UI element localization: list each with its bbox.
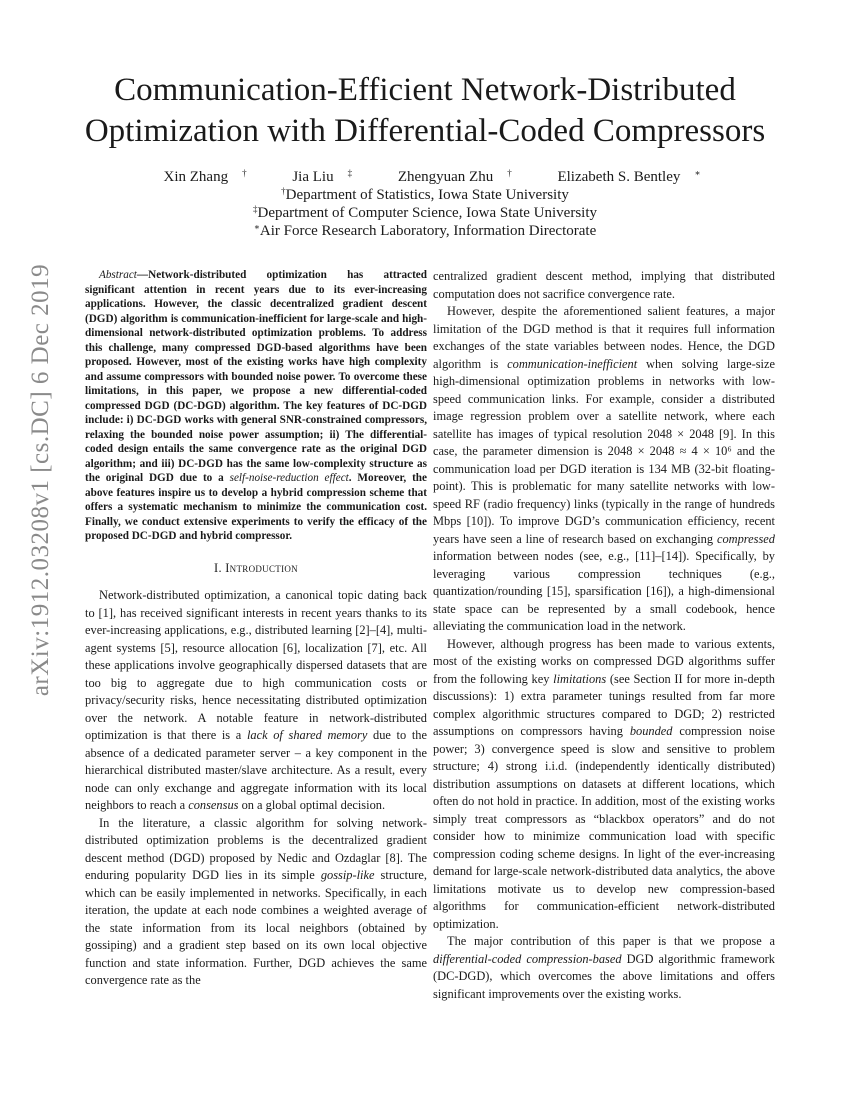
intro-paragraph-3: However, despite the aforementioned salient features, a major limitation of the DGD method is that it requires full information exchanges of the state variables between nodes. Hence, the DGD algorithm is communication-inefficient when solving large-size high-dimensional optimization problems in networks with low-speed communication links. For example, consider a distributed image regression problem over a satellite network, where each satellite has images of typical resolution 2048 × 2048 [9]. In this case, the parameter dimension is 2048 × 2048 ≈ 4 × 10⁶ and the communication load per DGD iteration is 134 MB (32-bit floating-point). This is problematic for many satellite networks with low-speed RF (radio frequency) links (typically in the range of hundreds Mbps [10]). To improve DGD’s communication efficiency, recent years have seen a line of research based on exchanging compressed information between nodes (see, e.g., [11]–[14]). Specifically, by leveraging various compression techniques (e.g., quantization/rounding [15], sparsification [16]), a high-dimensional state space can be represented by a small codebook, hence alleviating the communication load in the network. (433, 304, 775, 633)
right-column (433, 268, 775, 1003)
intro-paragraph-4: However, although progress has been made to various extents, most of the existing works on compressed DGD algorithms suffer from the following key limitations (see Section II for more in-depth discussions): 1) extra parameter tunings resulted from far more complex algorithmic structures compared to DGD; 2) restricted assumptions on compressors having bounded compression noise power; 3) convergence speed is slow and sensitive to problem structure; 4) strong i.i.d. (independently identically distributed) distribution assumptions on datasets at different locations, which often do not hold in practice. In addition, most of the existing works simply treat compressors as “blackbox operators” and do not consider how to minimize communication load with specific compression coding scheme designs. In light of the ever-increasing demand for large-scale network-distributed data analytics, the above limitations motivate us to develop new compression-based algorithms for communication-efficient network-distributed optimization. (433, 636, 776, 931)
left-column (85, 268, 427, 990)
title-line-1: Communication-Efficient Network-Distributed (114, 72, 736, 108)
section-heading-introduction: I. Introduction (214, 560, 298, 575)
abstract: Abstract—Network-distributed optimization has attracted significant attention in recent years due to its ever-increasing applications. However, the classic decentralized gradient descent (DGD) algorithm is communication-inefficient for large-scale and high-dimensional network-distributed optimization problems. To address this challenge, many compressed DGD-based algorithms have been proposed. However, most of the existing works have high complexity and assume compressors with bounded noise power. To overcome these limitations, in this paper, we propose a new differential-coded compressed DGD (DC-DGD) algorithm. The key features of DC-DGD include: i) DC-DGD works with general SNR-constrained compressors, relaxing the bounded noise power assumption; ii) The differential-coded design entails the same convergence rate as the original DGD algorithm; and iii) DC-DGD has the same low-complexity structure as the original DGD due to a self-noise-reduction effect. Moreover, the above features inspire us to develop a hybrid compression scheme that offers a systematic mechanism to minimize the communication cost. Finally, we conduct extensive experiments to verify the efficacy of the proposed DC-DGD and hybrid compressor. (85, 269, 427, 542)
title-line-2: Optimization with Differential-Coded Compressors (84, 113, 766, 149)
author-3: Zhengyuan Zhu † (397, 168, 512, 185)
arxiv-stamp (6, 263, 76, 697)
affiliation-3: ∗Air Force Research Laboratory, Information Directorate (253, 222, 597, 239)
arxiv-identifier: arXiv:1912.03208v1 [cs.DC] 6 Dec 2019 (27, 263, 54, 697)
intro-paragraph-2: In the literature, a classic algorithm for solving network-distributed optimization problems is the decentralized gradient descent method (DGD) proposed by Nedic and Ozdaglar [8]. The enduring popularity DGD lies in its simple gossip-like structure, which can be easily implemented in networks. Specifically, in each iteration, the update at each node combines a weighted average of the state information from its local neighbors (obtained by gossiping) and a gradient step based on its own local objective function and state information. Further, DGD achieves the same convergence rate as the (85, 815, 428, 987)
abstract-label: Abstract (99, 269, 137, 281)
affiliation-1: †Department of Statistics, Iowa State University (281, 186, 569, 203)
author-1: Xin Zhang † (163, 168, 247, 185)
author-block (100, 168, 750, 240)
affiliation-2: ‡Department of Computer Science, Iowa State University (253, 204, 597, 221)
author-2: Jia Liu ‡ (292, 168, 353, 185)
intro-paragraph-5: The major contribution of this paper is that we propose a differential-coded compression-based DGD algorithmic framework (DC-DGD), which overcomes the above limitations and offers significant improvements over the existing works. (433, 934, 775, 1001)
author-4: Elizabeth S. Bentley ∗ (557, 168, 701, 185)
intro-paragraph-continued: centralized gradient descent method, implying that distributed computation does not sacrifice convergence rate. (433, 269, 775, 301)
author-list (100, 168, 750, 186)
paper-title (40, 70, 810, 152)
intro-paragraph-1: Network-distributed optimization, a canonical topic dating back to [1], has received significant interests in recent years thanks to its ever-increasing applications, e.g., distributed learning [2]–[4], multi-agent systems [5], resource allocation [6], localization [7], etc. All these applications involve geographically dispersed datasets that are too big to aggregate due to high communication costs or privacy/security risks, hence necessitating distributed optimization over the network. A notable feature in network-distributed optimization is that there is a lack of shared memory due to the absence of a dedicated parameter server – a key component in the hierarchical distributed master/slave architecture. As a result, every node can only exchange and aggregate information with its local neighbors to reach a consensus on a global optimal decision. (85, 588, 427, 812)
